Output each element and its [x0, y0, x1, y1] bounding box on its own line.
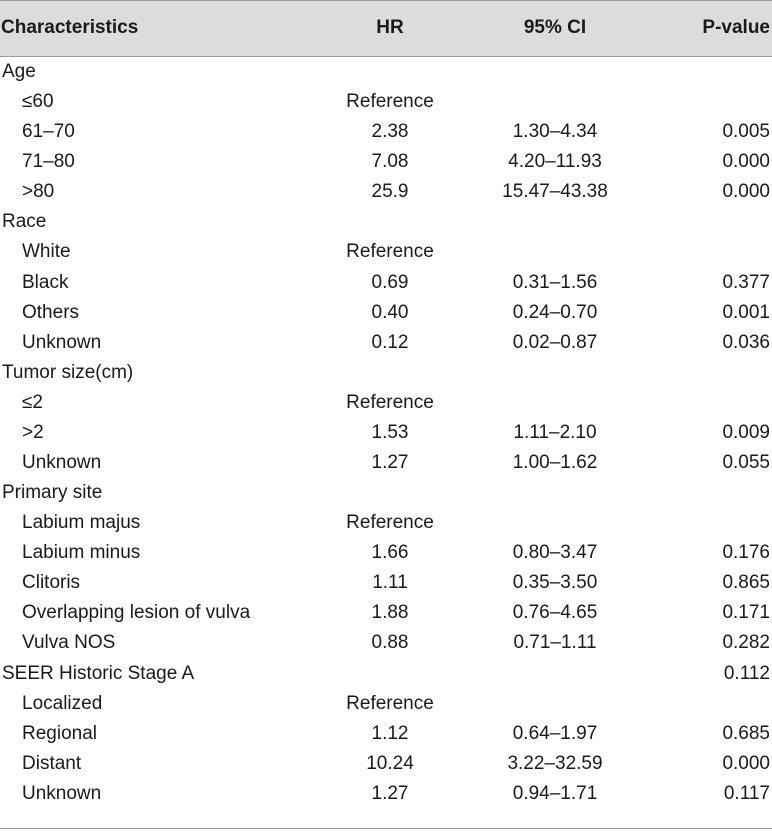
row-ci: 0.35–3.50: [512, 572, 598, 594]
row-pvalue: 0.001: [722, 301, 770, 323]
table-row: [0, 117, 772, 147]
row-label: >80: [22, 181, 55, 203]
row-pvalue: 0.117: [723, 782, 770, 804]
row-hr: 1.12: [371, 722, 409, 744]
header-characteristics: Characteristics: [1, 17, 139, 38]
row-ci: 15.47–43.38: [502, 181, 608, 203]
row-ci: 0.94–1.71: [512, 782, 598, 804]
row-ci: 0.80–3.47: [512, 542, 598, 564]
row-ci: 4.20–11.93: [508, 151, 602, 173]
row-pvalue: 0.171: [722, 602, 770, 624]
row-label: Unknown: [22, 452, 102, 474]
row-pvalue: 0.000: [722, 181, 770, 203]
table-row: [0, 237, 772, 267]
row-label: Localized: [22, 692, 103, 714]
table-row: [0, 779, 772, 809]
row-pvalue: 0.282: [722, 632, 770, 654]
table-row: [0, 508, 772, 538]
header-hr: HR: [376, 17, 404, 38]
table-row: [0, 298, 772, 328]
row-label: Tumor size(cm): [2, 361, 134, 383]
row-label: Age: [2, 61, 36, 82]
header-pvalue: P-value: [702, 17, 770, 38]
row-hr: Reference: [346, 91, 434, 113]
row-label: >2: [22, 421, 44, 443]
row-hr: Reference: [346, 512, 434, 534]
row-hr: 7.08: [371, 151, 409, 173]
table-row: [0, 177, 772, 207]
table-row: [0, 689, 772, 719]
row-pvalue: 0.055: [722, 452, 770, 474]
table-row: [0, 57, 772, 87]
table-row: [0, 749, 772, 779]
row-label: 71–80: [22, 151, 75, 173]
row-label: 61–70: [22, 121, 75, 143]
row-pvalue: 0.865: [722, 572, 770, 594]
row-label: Black: [22, 271, 69, 293]
table-row: [0, 719, 772, 749]
table-row: [0, 448, 772, 478]
row-ci: 0.02–0.87: [512, 331, 598, 353]
table-row: [0, 538, 772, 568]
table-row: [0, 478, 772, 508]
row-label: White: [22, 241, 71, 263]
row-ci: 0.24–0.70: [512, 301, 598, 323]
row-label: ≤60: [22, 91, 54, 113]
table-row: [0, 388, 772, 418]
row-pvalue: 0.176: [722, 542, 770, 564]
row-label: Labium minus: [22, 542, 141, 564]
row-label: ≤2: [22, 391, 43, 413]
table-row: [0, 328, 772, 358]
table-body: [0, 57, 772, 809]
table-row: [0, 358, 772, 388]
row-hr: 1.53: [371, 421, 409, 443]
row-hr: 0.40: [371, 301, 409, 323]
row-label: Distant: [22, 752, 82, 774]
row-hr: Reference: [346, 692, 434, 714]
table-row: [0, 659, 772, 689]
row-ci: 3.22–32.59: [507, 752, 603, 774]
row-label: Vulva NOS: [22, 632, 116, 654]
row-pvalue: 0.036: [722, 331, 770, 353]
row-hr: 2.38: [371, 121, 409, 143]
row-hr: 0.88: [371, 632, 409, 654]
row-label: Clitoris: [22, 572, 81, 594]
row-hr: 1.27: [371, 452, 409, 474]
table-row: [0, 87, 772, 117]
row-ci: 1.00–1.62: [512, 452, 598, 474]
row-label: Unknown: [22, 331, 102, 353]
row-label: Unknown: [22, 782, 102, 804]
header-ci: 95% CI: [523, 17, 587, 38]
table-row: [0, 568, 772, 598]
table-row: [0, 147, 772, 177]
row-ci: 1.11–2.10: [513, 421, 597, 443]
row-hr: 25.9: [371, 181, 409, 203]
table-row: [0, 598, 772, 628]
row-pvalue: 0.112: [723, 662, 770, 684]
row-ci: 0.64–1.97: [512, 722, 598, 744]
row-hr: Reference: [346, 241, 434, 263]
row-ci: 0.76–4.65: [512, 602, 598, 624]
row-pvalue: 0.377: [722, 271, 770, 293]
table-bottom-rule: [0, 828, 772, 829]
row-pvalue: 0.009: [722, 421, 770, 443]
row-hr: 1.88: [371, 602, 409, 624]
table-row: [0, 628, 772, 658]
row-pvalue: 0.685: [722, 722, 770, 744]
row-ci: 0.31–1.56: [512, 271, 598, 293]
row-hr: Reference: [346, 391, 434, 413]
table-row: [0, 418, 772, 448]
row-ci: 1.30–4.34: [512, 121, 598, 143]
row-hr: 1.66: [371, 542, 409, 564]
row-label: SEER Historic Stage A: [2, 662, 195, 684]
row-label: Overlapping lesion of vulva: [22, 602, 251, 624]
table-row: [0, 207, 772, 237]
row-ci: 0.71–1.11: [513, 632, 597, 654]
row-pvalue: 0.000: [722, 151, 770, 173]
row-label: Race: [2, 211, 47, 233]
row-hr: 1.11: [372, 572, 408, 594]
table-header: [0, 0, 772, 57]
row-label: Labium majus: [22, 512, 141, 534]
row-pvalue: 0.000: [722, 752, 770, 774]
row-hr: 1.27: [371, 782, 409, 804]
table-row: [0, 268, 772, 298]
row-hr: 0.12: [371, 331, 409, 353]
row-label: Primary site: [2, 482, 103, 504]
row-hr: 10.24: [366, 752, 414, 774]
row-hr: 0.69: [371, 271, 409, 293]
row-pvalue: 0.005: [722, 121, 770, 143]
row-label: Regional: [22, 722, 97, 744]
row-label: Others: [22, 301, 80, 323]
